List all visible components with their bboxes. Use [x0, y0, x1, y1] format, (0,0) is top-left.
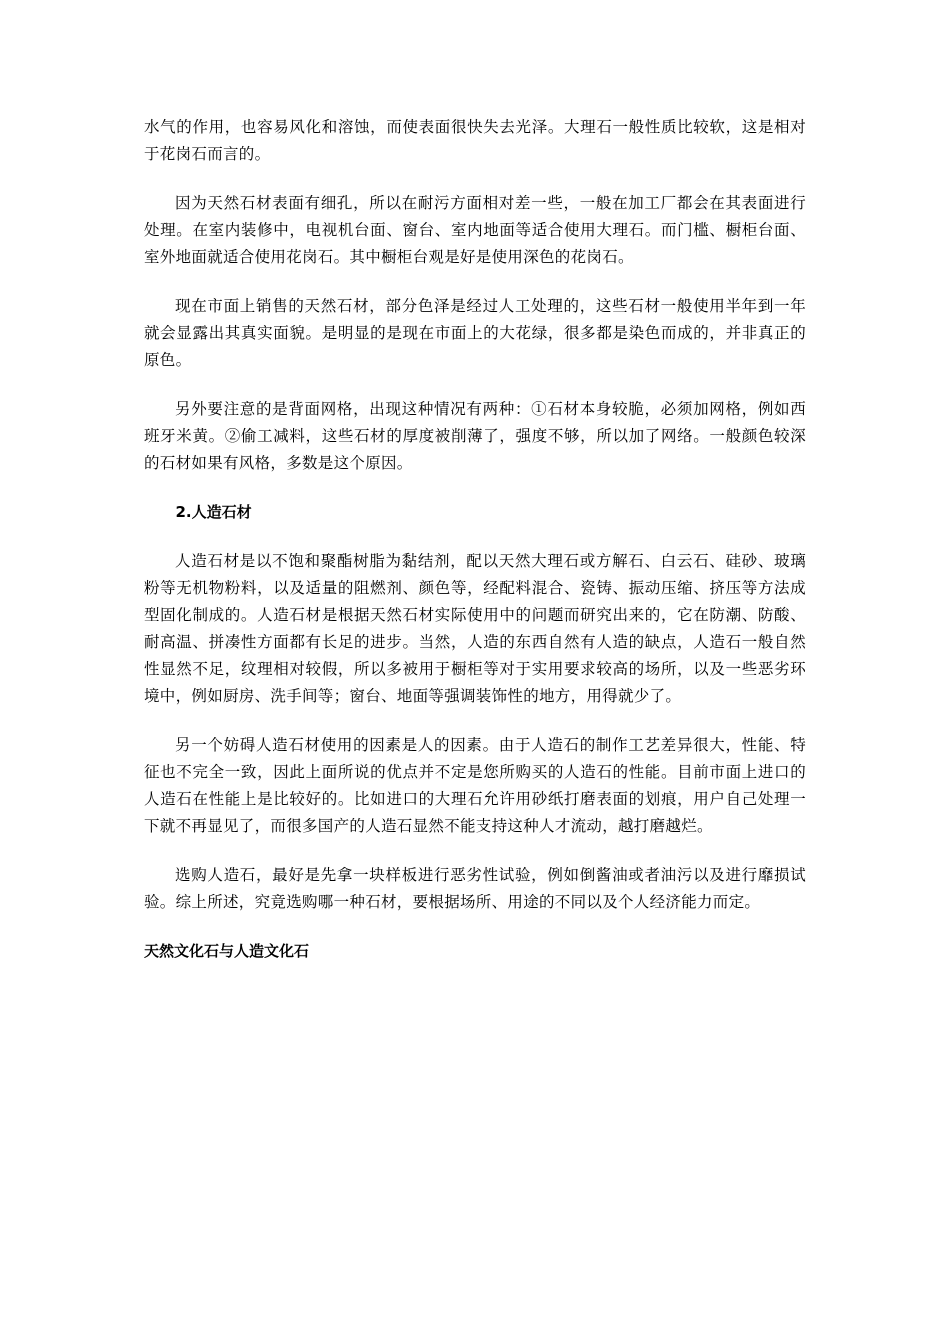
- subheading-artificial-stone: 2.人造石材: [175, 503, 252, 521]
- paragraph-continuation: 水气的作用，也容易风化和溶蚀，而使表面很快失去光泽。大理石一般性质比较软，这是相对于花岗石而言的。: [144, 118, 806, 163]
- section-heading-culture-stone: 天然文化石与人造文化石: [144, 942, 310, 960]
- document-page: [144, 114, 806, 965]
- paragraph-artificial-stone-definition: 人造石材是以不饱和聚酯树脂为黏结剂，配以天然大理石或方解石、白云石、硅砂、玻璃粉等无机物粉料，以及适量的阻燃剂、颜色等，经配料混合、瓷铸、振动压缩、挤压等方法成型固化制成的。人造石材是根据天然石材实际使用中的问题而研究出来的，它在防潮、防酸、耐高温、拼凑性方面都有长足的进步。当然，人造的东西自然有人造的缺点，人造石一般自然性显然不足，纹理相对较假，所以多被用于橱柜等对于实用要求较高的场所，以及一些恶劣环境中，例如厨房、洗手间等；窗台、地面等强调装饰性的地方，用得就少了。: [144, 552, 806, 705]
- paragraph-color-treatment: 现在市面上销售的天然石材，部分色泽是经过人工处理的，这些石材一般使用半年到一年就会显露出其真实面貌。是明显的是现在市面上的大花绿，很多都是染色而成的，并非真正的原色。: [144, 297, 806, 369]
- paragraph-human-factor: 另一个妨碍人造石材使用的因素是人的因素。由于人造石的制作工艺差异很大，性能、特征也不完全一致，因此上面所说的优点并不定是您所购买的人造石的性能。目前市面上进口的人造石在性能上是比较好的。比如进口的大理石允许用砂纸打磨表面的划痕，用户自己处理一下就不再显见了，而很多国产的人造石显然不能支持这种人才流动，越打磨越烂。: [144, 736, 806, 835]
- paragraph-back-mesh: 另外要注意的是背面网格，出现这种情况有两种：①石材本身较脆，必须加网格，例如西班牙米黄。②偷工减料，这些石材的厚度被削薄了，强度不够，所以加了网络。一般颜色较深的石材如果有风格，多数是这个原因。: [144, 400, 806, 472]
- paragraph-stone-pores: 因为天然石材表面有细孔，所以在耐污方面相对差一些，一般在加工厂都会在其表面进行处理。在室内装修中，电视机台面、窗台、室内地面等适合使用大理石。而门槛、橱柜台面、室外地面就适合使用花岗石。其中橱柜台观是好是使用深色的花岗石。: [144, 194, 806, 266]
- paragraph-buying-advice: 选购人造石，最好是先拿一块样板进行恶劣性试验，例如倒酱油或者油污以及进行靡损试验。综上所述，究竟选购哪一种石材，要根据场所、用途的不同以及个人经济能力而定。: [144, 866, 806, 911]
